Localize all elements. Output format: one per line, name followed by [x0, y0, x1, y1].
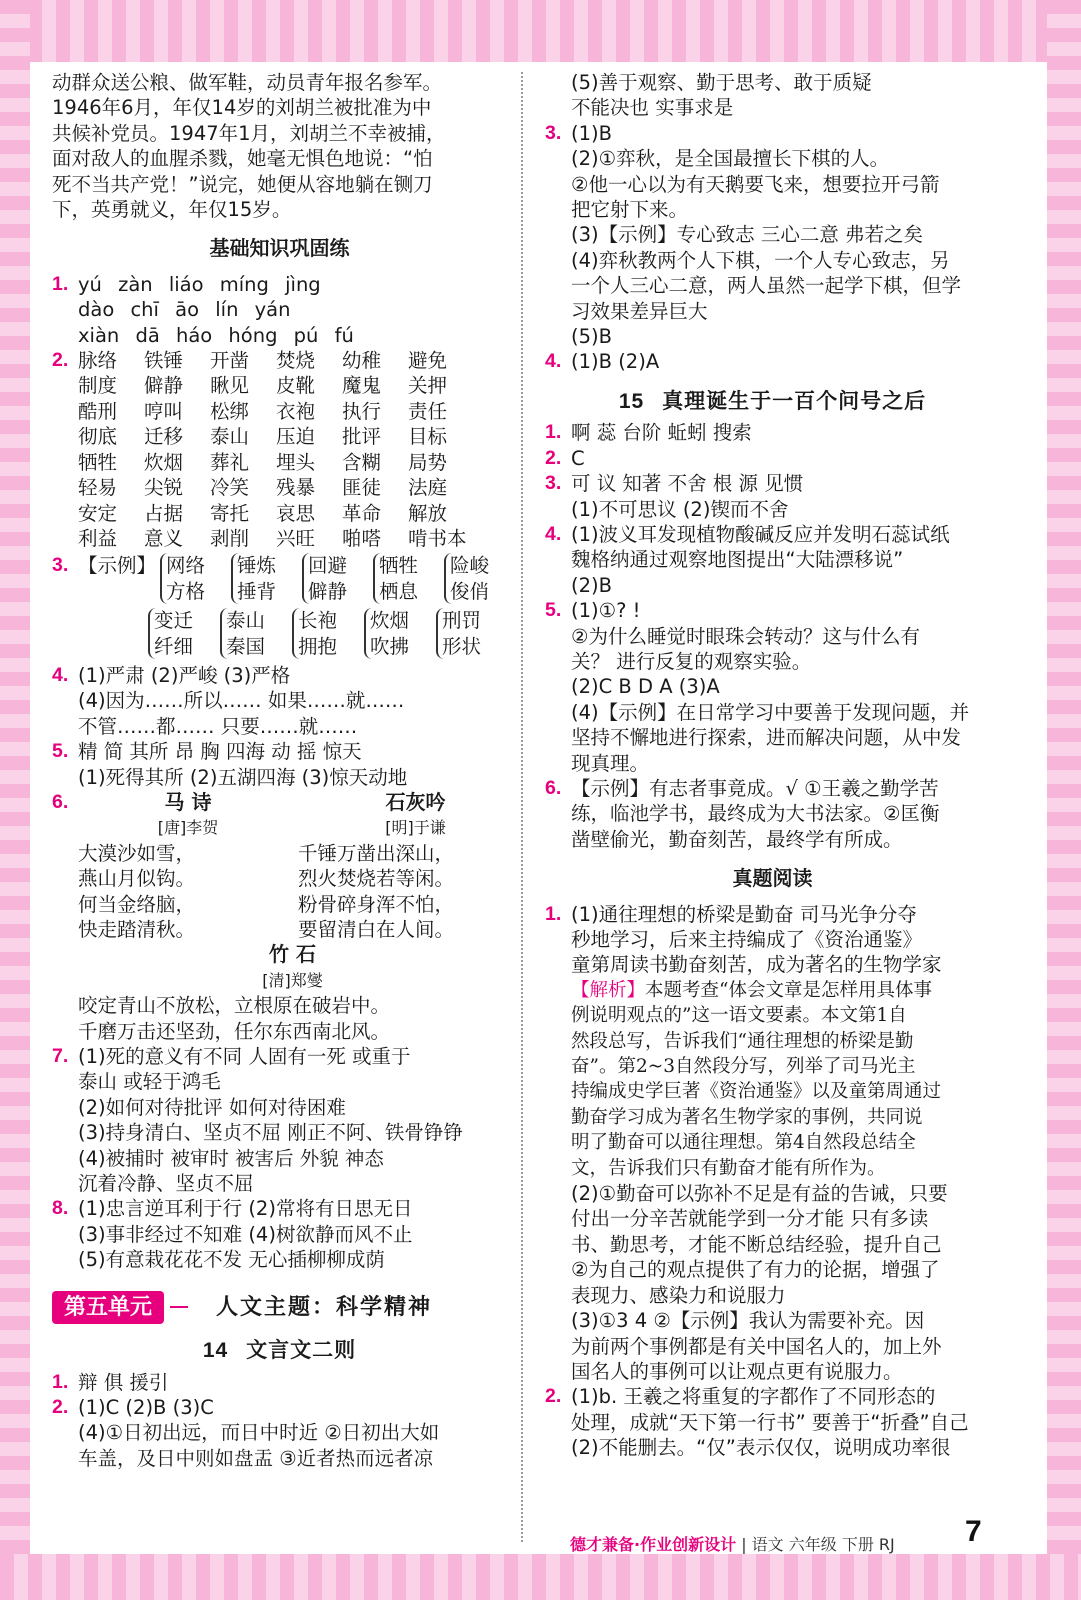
word-item: 松绑: [210, 399, 250, 423]
word-item: 匪徒: [342, 476, 382, 500]
l15-question-2: 2. C: [545, 446, 585, 470]
section-title-reading: 真题阅读: [732, 866, 813, 891]
word-item: 泰山: [210, 425, 250, 449]
word-item: 法庭: [408, 476, 448, 500]
l14-question-3: 3. (1)B (2)①弈秋，是全国最擅长下棋的人。 ②他一心以为有天鹅要飞来，想要拉开弓箭 把它射下来。 (3)【示例】专心致志 三心二意 弗若之矣 (4)弈秋教两个人下棋，一个人专心致志，另 一个人三心二意，两人虽然一起学下棋，但学 习效果差异巨大 (5)B: [545, 121, 962, 349]
word-item: 衣袍: [276, 399, 316, 423]
poems-grid: [78, 790, 507, 942]
right-column: [545, 70, 1000, 1461]
unit-theme: 人文主题：科学精神: [216, 1294, 433, 1320]
word-item: 开凿: [210, 349, 250, 373]
intro-paragraph: 动群众送公粮、做军鞋，动员青年报名参军。 1946年6月，年仅14岁的刘胡兰被批准为中 共候补党员。1947年1月，刘胡兰不幸被捕， 面对敌人的血腥杀戮，她毫无惧色地说：“怕 死不当共产党！”说完，她便从容地躺在铡刀 下，英勇就义，年仅15岁。: [52, 71, 446, 222]
question-2: 2. 脉络 铁锤 开凿 焚烧 幼稚 避免 制度 僻静 瞅见 皮靴 魔鬼 关押 酷刑 哼叫 松绑 衣袍 执行 责任 彻底 迁移 泰山 压迫 批评 目标 牺牲 炊烟 葬礼 埋头 含糊 局势 轻易 尖锐 冷笑 残暴 匪徒 法庭 安定 占据 寄托 哀思 革命 解放 利益 意义 剥削 兴旺 啪嗒 啃书本: [52, 348, 507, 551]
word-item: 僻静: [144, 374, 184, 398]
word-item: 关押: [408, 374, 448, 398]
question-6: 6. 马 诗 [唐]李贺 大漠沙如雪， 燕山月似钩。 何当金络脑， 快走踏清秋。 石灰吟 [明]于谦 千锤万凿出深山， 烈火焚烧若等闲。 粉骨碎身浑不怕， 要留清白在人间。 竹 石 [清]郑燮 咬定青山不放松，立根原在破岩中。 千磨万击还坚劲，任尔东西南北风。: [52, 790, 507, 1044]
word-item: 牺牲: [78, 450, 118, 474]
word-item: 占据: [144, 501, 184, 525]
analysis-block: 【解析】本题考查“体会文章是怎样用具体事 例说明观点的”这一语文要素。本文第1自 然段总写，告诉我们“通往理想的桥梁是勤 奋”。第2~3自然段分写，列举了司马光主 持编成史学巨著《资治通鉴》以及童第周通过 勤奋学习成为著名生物学家的事例，共同说 明了勤奋可以通往理想。第4自然段总结全 文，告诉我们只有勤奋才能有所作为。: [571, 979, 942, 1179]
question-4: 4. (1)严肃 (2)严峻 (3)严格 (4)因为……所以…… 如果……就…… 不管……都…… 只要……就……: [52, 663, 405, 738]
word-item: 避免: [408, 349, 448, 373]
poem-zhu-shi: 竹 石 [清]郑燮 咬定青山不放松，立根原在破岩中。 千磨万击还坚劲，任尔东西南北风。: [78, 942, 391, 1043]
page-number: 7: [965, 1515, 982, 1548]
page-footer: [570, 1532, 895, 1555]
word-item: 责任: [408, 399, 448, 423]
left-column: [52, 70, 507, 1471]
footer-brand: 德才兼备·作业创新设计: [570, 1535, 737, 1554]
lesson-15-title: 15 真理诞生于一百个问号之后: [618, 388, 927, 413]
lesson-14-title: 14 文言文二则: [202, 1338, 357, 1363]
word-item: 安定: [78, 501, 118, 525]
word-item: 铁锤: [144, 349, 184, 373]
l15-question-4: 4. (1)波义耳发现植物酸碱反应并发明石蕊试纸 魏格纳通过观察地图提出“大陆漂移说” (2)B: [545, 522, 950, 597]
word-item: 啪嗒: [342, 526, 382, 550]
word-item: 局势: [408, 450, 448, 474]
word-item: 解放: [408, 501, 448, 525]
word-item: 炊烟: [144, 450, 184, 474]
word-item: 迁移: [144, 425, 184, 449]
l14-q2-continued: (5)善于观察、勤于思考、敢于质疑 不能决也 实事求是: [571, 71, 872, 120]
word-item: 革命: [342, 501, 382, 525]
word-item: 寄托: [210, 501, 250, 525]
l14-question-2: 2. (1)C (2)B (3)C (4)①日初出远，而日中时近 ②日初出大如 车盖，及日中则如盘盂 ③近者热而远者凉: [52, 1395, 440, 1470]
word-item: 批评: [342, 425, 382, 449]
decorative-border-bottom: [0, 1554, 1081, 1600]
poem-ma-shi: 马 诗 [唐]李贺 大漠沙如雪， 燕山月似钩。 何当金络脑， 快走踏清秋。: [78, 789, 219, 941]
question-5: 5. 精 简 其所 昂 胸 四海 动 摇 惊天 (1)死得其所 (2)五湖四海 (3)惊天动地: [52, 740, 408, 789]
section-title-basics: 基础知识巩固练: [209, 236, 350, 261]
word-item: 目标: [408, 425, 448, 449]
question-8: 8. (1)忠言逆耳利于行 (2)常将有日思无日 (3)事非经过不知难 (4)树欲静而风不止 (5)有意栽花花不发 无心插柳柳成荫: [52, 1197, 413, 1272]
word-item: 残暴: [276, 476, 316, 500]
word-item: 兴旺: [276, 526, 316, 550]
question-3: 3. 【示例】 网络 方格 锤炼 捶背 回避 僻静 牺牲 栖息 险峻 俊俏 变迁 纤细 泰山 秦国 长袍 拥抱 炊烟 吹拂 刑罚 形状: [52, 553, 507, 659]
word-item: 剥削: [210, 526, 250, 550]
reading-question-1: 1. (1)通往理想的桥梁是勤奋 司马光争分夺 秒地学习，后来主持编成了《资治通鉴》 童第周读书勤奋刻苦，成为著名的生物学家 【解析】本题考查“体会文章是怎样用具体事 例说明观点的”这一语文要素。本文第1自 然段总写，告诉我们“通往理想的桥梁是勤 奋”。第2~3自然段分写，列举了司马光主 持编成史学巨著《资治通鉴》以及童第周通过 勤奋学习成为著名生物学家的事例，共同说 明了勤奋可以通往理想。第4自然段总结全 文，告诉我们只有勤奋才能有所作为。 (2)①勤奋可以弥补不足是有益的告诫，只要 付出一分辛苦就能学到一分才能 只有多读 书、勤思考，才能不断总结经验，提升自己 ②为自己的观点提供了有力的论据，增强了 表现力、感染力和说服力 (3)①3 4 ②【示例】我认为需要补充。因 为前两个事例都是有关中国名人的，加上外 国名人的事例可以让观点更有说服力。: [545, 902, 1000, 1385]
bracket-row-2: 变迁 纤细 泰山 秦国 长袍 拥抱 炊烟 吹拂 刑罚 形状: [52, 608, 507, 659]
l14-question-4: 4. (1)B (2)A: [545, 350, 660, 374]
word-item: 冷笑: [210, 476, 250, 500]
word-item: 制度: [78, 374, 118, 398]
footer-info: | 语文 六年级 下册 RJ: [741, 1535, 895, 1554]
word-item: 葬礼: [210, 450, 250, 474]
word-item: 魔鬼: [342, 374, 382, 398]
decorative-border-top: [0, 0, 1081, 62]
word-item: 瞅见: [210, 374, 250, 398]
decorative-border-left: [0, 0, 30, 1600]
l14-question-1: 1. 辩 俱 援引: [52, 1370, 169, 1394]
word-item: 意义: [144, 526, 184, 550]
word-item: 轻易: [78, 476, 118, 500]
decorative-border-right: [1047, 0, 1081, 1600]
word-item: 幼稚: [342, 349, 382, 373]
l15-question-5: 5. (1)①? ! ②为什么睡觉时眼珠会转动？这与什么有 关？ 进行反复的观察实验。 (2)C B D A (3)A (4)【示例】在日常学习中要善于发现问题，并 坚持不懈地进行探索，进而解决问题，从中发 现真理。: [545, 599, 970, 775]
l15-question-1: 1. 啊 蕊 台阶 蚯蚓 搜索: [545, 421, 752, 445]
word-item: 尖锐: [144, 476, 184, 500]
unit-header: [52, 1291, 507, 1324]
question-7: 7. (1)死的意义有不同 人固有一死 或重于 泰山 或轻于鸿毛 (2)如何对待批评 如何对待困难 (3)持身清白、坚贞不屈 刚正不阿、铁骨铮铮 (4)被捕时 被审时 被害后 外貌 神态 沉着冷静、坚贞不屈: [52, 1045, 463, 1196]
word-item: 执行: [342, 399, 382, 423]
word-item: 焚烧: [276, 349, 316, 373]
word-item: 酷刑: [78, 399, 118, 423]
question-1: 1. yú zàn liáo míng jìng dào chī āo lín yán xiàn dā háo hóng pú fú: [52, 272, 354, 347]
word-item: 含糊: [342, 450, 382, 474]
l15-question-3: 3. 可 议 知著 不舍 根 源 见惯 (1)不可思议 (2)锲而不舍: [545, 472, 804, 521]
unit-badge: 第五单元: [52, 1291, 164, 1324]
word-item: 利益: [78, 526, 118, 550]
poem-shi-hui-yin: 石灰吟 [明]于谦 千锤万凿出深山， 烈火焚烧若等闲。 粉骨碎身浑不怕， 要留清白在人间。: [298, 789, 455, 941]
word-item: 皮靴: [276, 374, 316, 398]
word-item: 啃书本: [408, 526, 467, 550]
word-item: 脉络: [78, 349, 118, 373]
word-item: 埋头: [276, 450, 316, 474]
l15-question-6: 6. 【示例】有志者事竟成。√ ①王羲之勤学苦 练，临池学书，最终成为大书法家。②匡衡 凿壁偷光，勤奋刻苦，最终学有所成。: [545, 776, 940, 851]
word-grid: [52, 348, 507, 551]
word-item: 哼叫: [144, 399, 184, 423]
bracket-row-1: 【示例】 网络 方格 锤炼 捶背 回避 僻静 牺牲 栖息 险峻 俊俏: [52, 553, 507, 604]
word-item: 哀思: [276, 501, 316, 525]
word-item: 压迫: [276, 425, 316, 449]
word-item: 彻底: [78, 425, 118, 449]
reading-question-2: 2. (1)b. 王羲之将重复的字都作了不同形态的 处理，成就“天下第一行书” 要善于“折叠”自己 (2)不能删去。“仅”表示仅仅，说明成功率很: [545, 1385, 969, 1460]
